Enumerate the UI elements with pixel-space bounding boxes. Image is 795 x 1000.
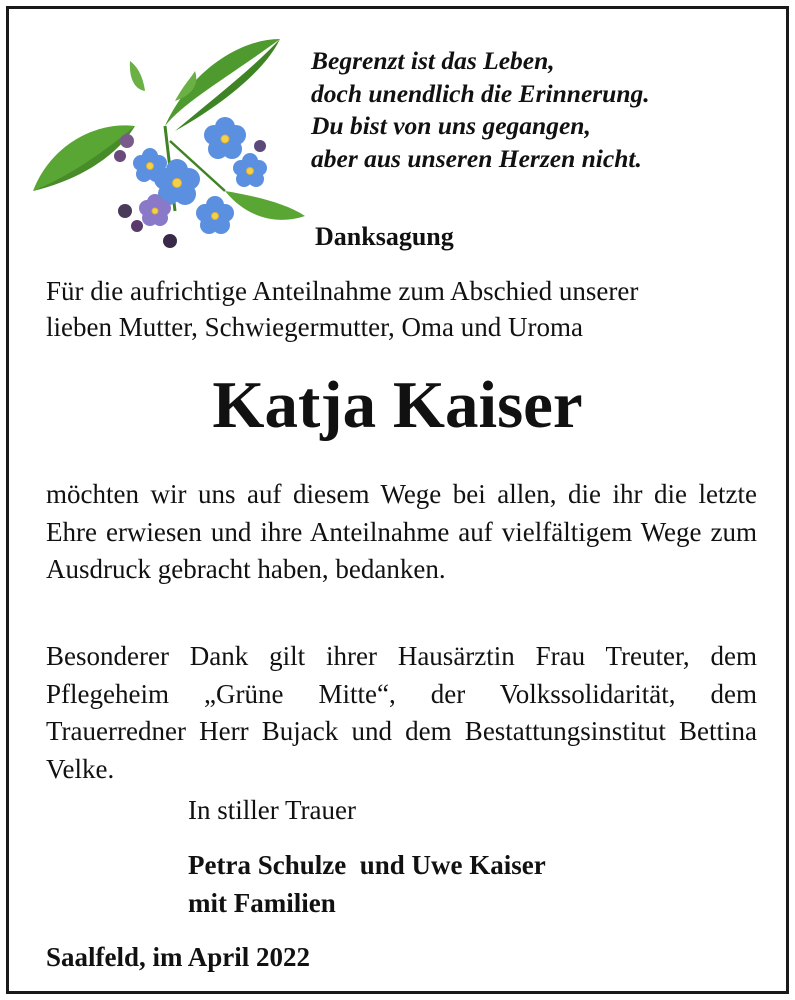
forget-me-not-icon — [25, 31, 307, 251]
poem-line: Du bist von uns gegangen, — [311, 111, 591, 140]
thanks-paragraph: möchten wir uns auf diesem Wege bei allen, die ihr die letzte Ehre erwiesen und ihre Anteilnahme auf vielfältigem Wege zum Ausdruck gebracht haben, bedanken. — [46, 479, 757, 584]
mourning-line: In stiller Trauer — [188, 795, 356, 825]
signer-line: mit Familien — [188, 888, 336, 918]
signer-line: Petra Schulze und Uwe Kaiser — [188, 850, 546, 880]
deceased-name: Katja Kaiser — [212, 368, 583, 442]
signers — [188, 846, 546, 922]
obituary-notice — [6, 6, 789, 994]
place-date: Saalfeld, im April 2022 — [46, 942, 311, 972]
special-thanks-paragraph: Besonderer Dank gilt ihrer Hausärztin Frau Treuter, dem Pflegeheim „Grüne Mitte“, der Volkssolidarität, dem Trauerredner Herr Bujack und dem Bestattungsinstitut Bettina Velke. — [46, 641, 757, 784]
intro-line: Für die aufrichtige Anteilnahme zum Abschied unserer — [46, 276, 639, 306]
intro-text — [46, 273, 766, 345]
poem-line: aber aus unseren Herzen nicht. — [311, 143, 642, 173]
intro-line: lieben Mutter, Schwiegermutter, Oma und Uroma — [46, 312, 583, 342]
memorial-poem — [311, 45, 771, 175]
poem-line: Begrenzt ist das Leben, — [311, 46, 555, 75]
poem-line: doch unendlich die Erinnerung. — [311, 78, 650, 108]
heading: Danksagung — [315, 222, 454, 251]
